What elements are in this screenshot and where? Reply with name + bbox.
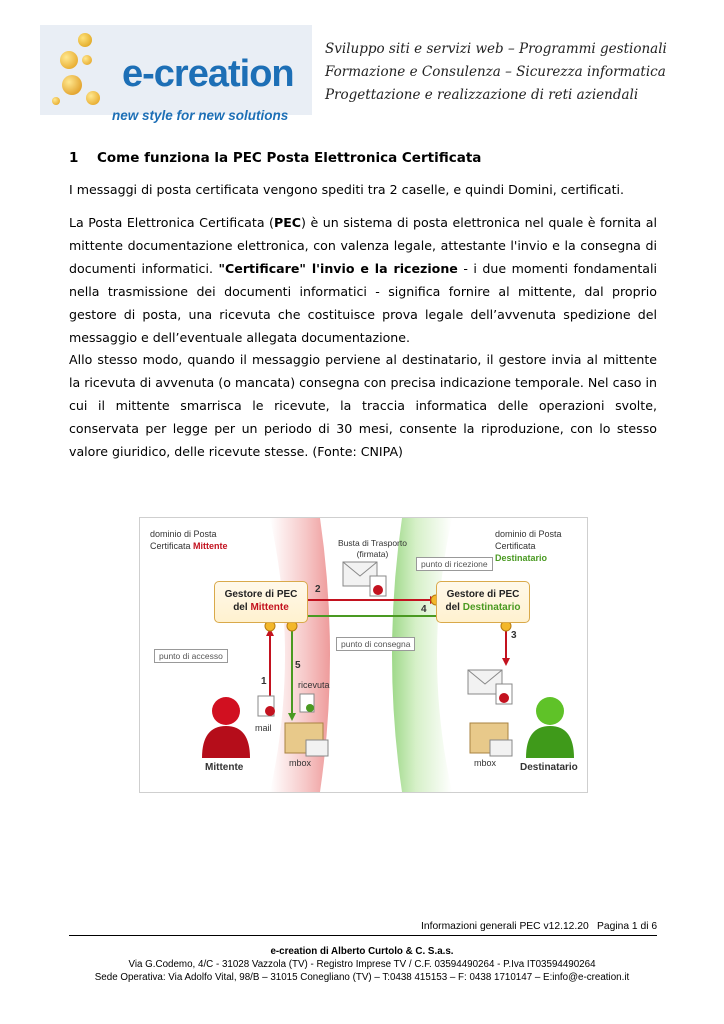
logo-dot	[82, 55, 92, 65]
section-number: 1	[69, 150, 79, 166]
gestore-destinatario-box	[436, 581, 530, 623]
destinatario-label: Destinatario	[520, 762, 578, 773]
paragraph: I messaggi di posta certificata vengono spediti tra 2 caselle, e quindi Domini, certificati.	[69, 182, 625, 197]
logo-dot	[52, 97, 60, 105]
gestore-role: Mittente	[250, 602, 289, 613]
gestore-title: Gestore di PEC	[224, 589, 298, 600]
logo-dot	[86, 91, 100, 105]
mbox-label: mbox	[289, 758, 312, 768]
envelope-label-line: (firmata)	[356, 549, 389, 559]
mail-label: mail	[255, 723, 272, 733]
mbox-label: mbox	[474, 758, 497, 768]
gestore-subtitle	[437, 601, 529, 614]
document-info: Informazioni generali PEC v12.12.20	[421, 921, 589, 932]
transport-envelope-label	[338, 538, 407, 560]
mittente-domain-label	[150, 528, 228, 552]
incoming-seal	[499, 693, 509, 703]
domain-label-line: dominio di Posta	[150, 529, 217, 539]
company-logo	[40, 25, 312, 123]
domain-label-line: dominio di Posta	[495, 529, 562, 539]
access-point-label: punto di accesso	[154, 649, 228, 663]
domain-label-line	[150, 540, 228, 552]
step-number: 5	[295, 660, 301, 671]
slogan-line: Formazione e Consulenza – Sicurezza informatica	[325, 64, 666, 80]
domain-label-role: Mittente	[193, 541, 228, 551]
gestore-title: Gestore di PEC	[446, 589, 520, 600]
step-number: 4	[421, 604, 427, 615]
mail-seal	[265, 706, 275, 716]
mittente-head	[212, 697, 240, 725]
logo-wordmark: e-creation	[122, 53, 294, 95]
domain-label-text: Certificata	[150, 541, 194, 551]
page-number: Pagina 1 di 6	[597, 921, 658, 932]
mittente-body	[202, 726, 250, 758]
step-number: 3	[511, 630, 517, 641]
bold-text: "Certificare" l'invio e la ricezione	[218, 261, 458, 276]
destinatario-domain-label	[495, 528, 587, 564]
reception-point-label: punto di ricezione	[416, 557, 493, 571]
section-title: Come funziona la PEC Posta Elettronica Certificata	[97, 150, 482, 166]
gestore-role: Destinatario	[462, 602, 521, 613]
destinatario-body	[526, 726, 574, 758]
arrow-3-head	[502, 658, 510, 666]
logo-dot	[60, 51, 78, 69]
gestore-prep: del	[233, 602, 251, 613]
logo-dot	[78, 33, 92, 47]
delivery-point-label: punto di consegna	[336, 637, 415, 651]
paragraph: Allo stesso modo, quando il messaggio perviene al destinatario, il gestore invia al mittente la ricevuta di avvenuta (o mancata) consegna con precisa indicazione temporale. Nel caso in cui il mittente smarrisca le ricevute, la traccia informatica delle operazioni svolte, conservata per legge per un periodo di 30 mesi, consente la riproduzione, con lo stesso valore giuridico, delle ricevute stesse. (Fonte: CNIPA)	[69, 352, 657, 459]
slogan-line: Sviluppo siti e servizi web – Programmi gestionali	[325, 41, 667, 57]
bold-text: PEC	[273, 215, 302, 230]
slogan-line: Progettazione e realizzazione di reti aziendali	[325, 87, 639, 103]
gestore-prep: del	[445, 602, 463, 613]
domain-label-line	[495, 540, 587, 564]
logo-dot	[62, 75, 82, 95]
paragraph	[69, 211, 657, 349]
footer-operative: Sede Operativa: Via Adolfo Vital, 98/B – 31015 Conegliano (TV) – T:0438 415153 – F: 0438 1710147 – E:info@e-creation.it	[94, 972, 630, 983]
domain-label-role: Destinatario	[495, 553, 548, 563]
envelope-label-line: Busta di Trasporto	[338, 538, 407, 548]
signature-seal	[373, 585, 383, 595]
footer-address: Via G.Codemo, 4/C - 31028 Vazzola (TV) - Registro Imprese TV / C.F. 03594490264 - P.Iva IT03594490264	[128, 959, 596, 970]
section-heading	[69, 150, 481, 166]
company-slogans	[325, 38, 667, 107]
text-run: ) è un sistema di posta elettronica nel quale è fornita al mittente documentazione elettronica, con valenza legale, attestante l'invio e la consegna di documenti informatici.	[69, 215, 657, 276]
pec-diagram	[139, 517, 588, 793]
mittente-label: Mittente	[205, 762, 244, 773]
gestore-subtitle	[215, 601, 307, 614]
gestore-mittente-box	[214, 581, 308, 623]
step-number: 1	[261, 676, 267, 687]
text-run: - i due momenti fondamentali nella trasmissione dei documenti informatici - significa fornire al mittente, dal proprio gestore di posta, una ricevuta che costituisce prova legale dell’avvenuta spedizione del messaggio e dell’eventuale allegata documentazione.	[69, 261, 657, 345]
receipt-seal	[306, 704, 314, 712]
mbox-envelope-right	[490, 740, 512, 756]
footer-company: e-creation di Alberto Curtolo & C. S.a.s.	[270, 946, 454, 957]
logo-tagline: new style for new solutions	[112, 108, 289, 123]
destinatario-head	[536, 697, 564, 725]
domain-label-text: Certificata	[495, 541, 536, 551]
receipt-label: ricevuta	[298, 680, 330, 690]
step-number: 2	[315, 584, 321, 595]
text-run: La Posta Elettronica Certificata (	[69, 215, 274, 230]
mbox-envelope-left	[306, 740, 328, 756]
footer-divider	[69, 935, 657, 936]
